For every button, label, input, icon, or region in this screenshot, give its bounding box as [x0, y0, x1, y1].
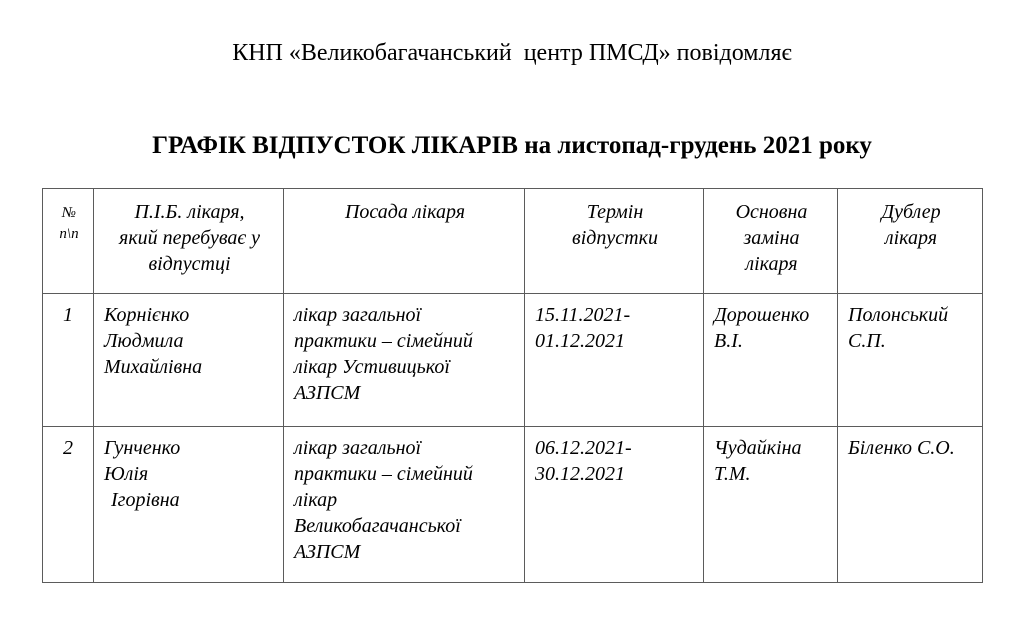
- cell-doctor-name: [94, 294, 284, 427]
- announcement-heading: КНП «Великобагачанський центр ПМСД» повідомляє: [232, 40, 792, 66]
- substitute-line: В.І.: [714, 330, 743, 352]
- doctor-name-line: Михайлівна: [104, 356, 203, 378]
- cell-doctor-name: [94, 427, 284, 583]
- table-header-row: [43, 189, 983, 294]
- column-header-term-line1: Термін: [586, 201, 644, 223]
- column-header-substitute-line2: заміна: [743, 227, 800, 249]
- doctor-name-line: Корнієнко: [104, 304, 190, 326]
- column-header-doctor-name-line1: П.І.Б. лікаря,: [134, 201, 245, 223]
- cell-term: [525, 427, 704, 583]
- cell-understudy: [838, 427, 983, 583]
- position-line: практики – сімейний: [294, 330, 473, 352]
- doctor-name-line: Гунченко: [104, 437, 181, 459]
- column-header-number-line2: n\n: [59, 226, 79, 242]
- doctor-name-line: Юлія: [104, 463, 149, 485]
- position-line: Великобагачанської: [294, 515, 461, 537]
- table-row: [43, 294, 983, 427]
- position-line: АЗПСМ: [294, 541, 361, 563]
- column-header-doctor-name-line2: який перебуває у: [119, 227, 260, 249]
- table-header: [43, 189, 983, 294]
- term-line: 06.12.2021-: [535, 437, 632, 459]
- substitute-line: Дорошенко: [714, 304, 810, 326]
- vacation-schedule-table: [42, 188, 983, 583]
- term-line: 15.11.2021-: [535, 304, 631, 326]
- cell-substitute: [704, 294, 838, 427]
- doctor-name-line: Людмила: [104, 330, 184, 352]
- column-header-position-line1: Посада лікаря: [344, 201, 466, 223]
- column-header-term-line2: відпустки: [572, 227, 658, 249]
- term-line: 01.12.2021: [535, 330, 625, 352]
- column-header-position: [284, 189, 525, 294]
- column-header-understudy: [838, 189, 983, 294]
- cell-term: [525, 294, 704, 427]
- term-line: 30.12.2021: [535, 463, 625, 485]
- position-line: лікар загальної: [294, 304, 422, 326]
- schedule-title-heading: ГРАФІК ВІДПУСТОК ЛІКАРІВ на листопад-грудень 2021 року: [152, 132, 872, 159]
- cell-understudy: [838, 294, 983, 427]
- doctor-name-line: Ігорівна: [111, 489, 180, 511]
- position-line: лікар загальної: [294, 437, 422, 459]
- column-header-doctor-name: [94, 189, 284, 294]
- column-header-number-line1: №: [61, 205, 77, 221]
- position-line: АЗПСМ: [294, 382, 361, 404]
- column-header-number: [43, 189, 94, 294]
- column-header-substitute-line3: лікаря: [745, 253, 798, 275]
- understudy-line: Біленко С.О.: [848, 437, 955, 459]
- position-line: лікар Устивицької: [294, 356, 450, 378]
- substitute-line: Т.М.: [714, 463, 751, 485]
- column-header-understudy-line1: Дублер: [881, 201, 941, 223]
- column-header-term: [525, 189, 704, 294]
- column-header-substitute: [704, 189, 838, 294]
- cell-substitute: [704, 427, 838, 583]
- column-header-substitute-line1: Основна: [735, 201, 808, 223]
- position-line: лікар: [294, 489, 338, 511]
- cell-number: 1: [43, 294, 94, 427]
- table-row: [43, 427, 983, 583]
- substitute-line: Чудайкіна: [714, 437, 802, 459]
- column-header-doctor-name-line3: відпустці: [148, 253, 231, 275]
- cell-position: [284, 427, 525, 583]
- cell-position: [284, 294, 525, 427]
- understudy-line: Полонський: [848, 304, 949, 326]
- cell-number: 2: [43, 427, 94, 583]
- position-line: практики – сімейний: [294, 463, 473, 485]
- column-header-understudy-line2: лікаря: [884, 227, 938, 249]
- understudy-line: С.П.: [848, 330, 886, 352]
- table-body: [43, 294, 983, 583]
